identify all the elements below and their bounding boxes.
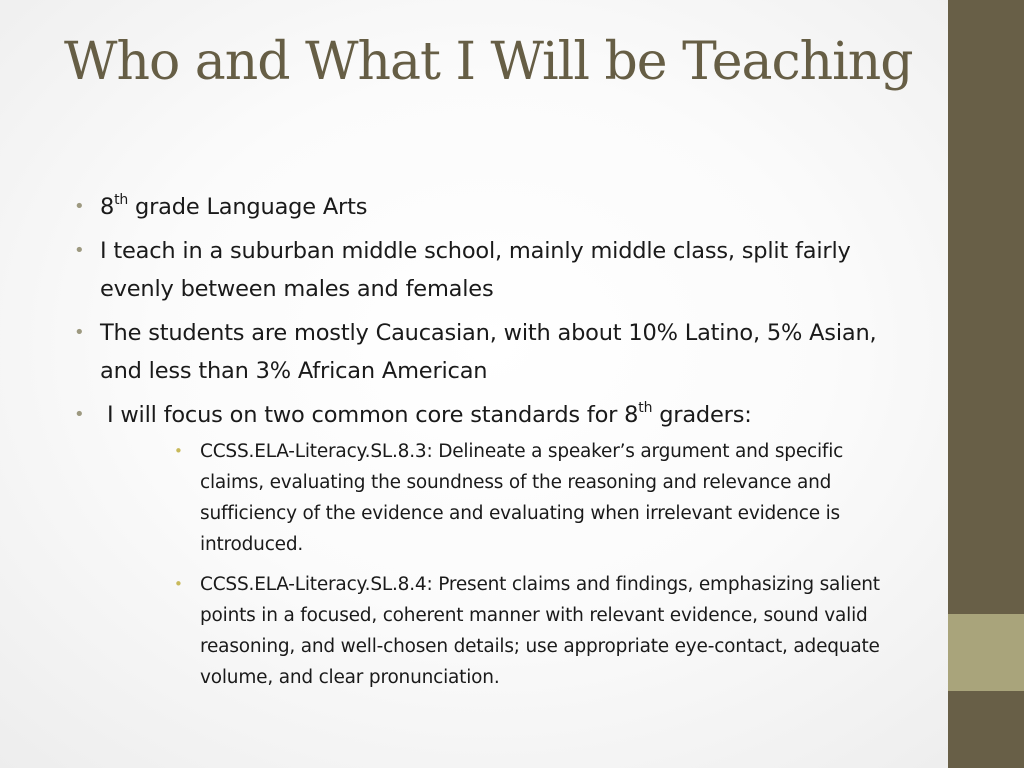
bullet-list <box>72 188 912 693</box>
decorative-side-accent <box>948 614 1024 691</box>
bullet-icon: • <box>74 196 85 217</box>
sub-bullet-list <box>100 436 912 693</box>
sub-bullet-icon: • <box>174 442 183 460</box>
bullet-text-after: grade Language Arts <box>128 194 368 220</box>
bullet-text: The students are mostly Caucasian, with about 10% Latino, 5% Asian, and less than 3% African American <box>100 320 877 384</box>
ordinal-suffix: th <box>638 399 653 416</box>
sub-bullet-icon: • <box>174 575 183 593</box>
slide-content <box>72 188 912 702</box>
sub-bullet-text: CCSS.ELA-Literacy.SL.8.4: Present claims and findings, emphasizing salient points in a focused, coherent manner with relevant evidence, sound valid reasoning, and well-chosen details; use appropriate eye-contact, adequate volume, and clear pronunciation. <box>200 574 880 688</box>
bullet-text-after: graders: <box>652 402 752 428</box>
bullet-icon: • <box>74 322 85 343</box>
bullet-text-before: I will focus on two common core standards for 8 <box>100 402 639 428</box>
bullet-icon: • <box>74 404 85 425</box>
slide-title: Who and What I Will be Teaching <box>64 32 913 92</box>
bullet-text: I teach in a suburban middle school, mainly middle class, split fairly evenly between males and females <box>100 238 851 302</box>
bullet-item-standards <box>72 396 912 693</box>
sub-bullet-item-sl83 <box>172 436 912 560</box>
ordinal-suffix: th <box>114 191 129 208</box>
sub-bullet-text: CCSS.ELA-Literacy.SL.8.3: Delineate a speaker’s argument and specific claims, evaluating the soundness of the reasoning and relevance and sufficiency of the evidence and evaluating when irrelevant evidence is introduced. <box>200 441 844 555</box>
bullet-text-before: 8 <box>100 194 115 220</box>
bullet-item-demographics <box>72 314 912 390</box>
bullet-item-grade <box>72 188 912 226</box>
bullet-item-school <box>72 232 912 308</box>
bullet-icon: • <box>74 240 85 261</box>
sub-bullet-item-sl84 <box>172 569 912 693</box>
